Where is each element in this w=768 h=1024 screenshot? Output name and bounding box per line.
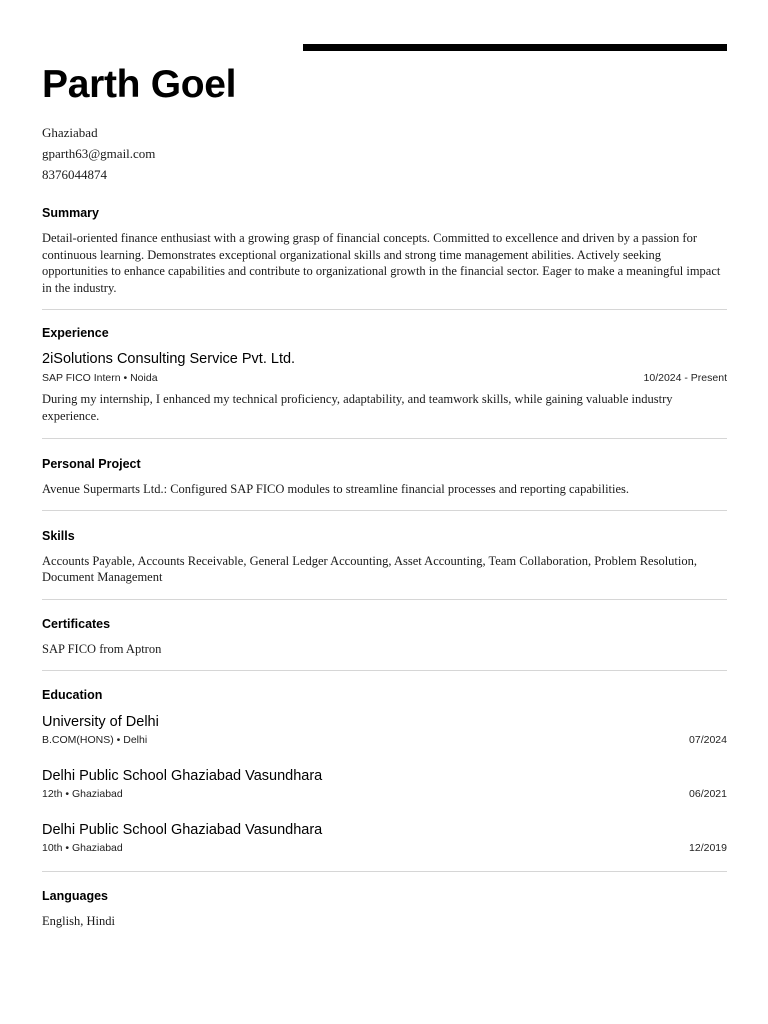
languages-section (42, 888, 727, 930)
certificates-heading: Certificates (42, 616, 111, 631)
experience-heading: Experience (42, 326, 109, 340)
education-date: 06/2021 (689, 788, 727, 800)
education-item (42, 713, 727, 747)
contact-email: gparth63@gmail.com (42, 146, 156, 161)
education-item (42, 821, 727, 855)
summary-text: Detail-oriented finance enthusiast with a growing grasp of financial concepts. Committed to excellence and driven by a passion for continuous learning. Demonstrates exceptional organizational skills and strong time management abilities. Actively seeking opportunities to enhance capabilities and contribute to organizational growth in the financial sector. Eager to make a meaningful impact in the industry. (42, 231, 721, 295)
experience-meta (42, 371, 727, 385)
education-detail: 12th • Ghaziabad (42, 788, 123, 800)
education-meta (42, 733, 727, 747)
education-heading: Education (42, 688, 103, 702)
divider (42, 599, 727, 600)
divider (42, 670, 727, 671)
education-date: 07/2024 (689, 734, 727, 746)
skills-heading: Skills (42, 528, 75, 543)
certificates-text: SAP FICO from Aptron (42, 641, 162, 656)
experience-section (42, 325, 727, 424)
experience-role: SAP FICO Intern • Noida (42, 372, 158, 384)
contact-phone: 8376044874 (42, 167, 107, 182)
project-section (42, 456, 727, 498)
experience-company: 2iSolutions Consulting Service Pvt. Ltd. (42, 351, 296, 367)
summary-heading: Summary (42, 206, 99, 220)
education-meta (42, 787, 727, 801)
divider (42, 510, 727, 511)
education-detail: 10th • Ghaziabad (42, 842, 123, 854)
divider (42, 309, 727, 310)
header-accent-bar (303, 44, 727, 51)
education-section (42, 687, 727, 855)
education-school: Delhi Public School Ghaziabad Vasundhara (42, 768, 323, 784)
project-text: Avenue Supermarts Ltd.: Configured SAP FICO modules to streamline financial processes and reporting capabilities. (42, 482, 630, 496)
education-school: Delhi Public School Ghaziabad Vasundhara (42, 822, 323, 838)
resume-page (42, 62, 727, 930)
education-meta (42, 841, 727, 855)
divider (42, 871, 727, 872)
divider (42, 438, 727, 439)
contact-info (42, 122, 727, 185)
education-date: 12/2019 (689, 842, 727, 854)
skills-section (42, 528, 727, 586)
languages-text: English, Hindi (42, 914, 115, 928)
experience-description: During my internship, I enhanced my technical proficiency, adaptability, and teamwork skills, while gaining valuable industry experience. (42, 392, 673, 423)
education-detail: B.COM(HONS) • Delhi (42, 734, 148, 746)
education-school: University of Delhi (42, 714, 159, 730)
experience-item (42, 350, 727, 424)
project-heading: Personal Project (42, 457, 141, 471)
education-item (42, 767, 727, 801)
summary-section (42, 205, 727, 296)
certificates-section (42, 616, 727, 658)
candidate-name: Parth Goel (42, 63, 237, 106)
skills-text: Accounts Payable, Accounts Receivable, General Ledger Accounting, Asset Accounting, Team Collaboration, Problem Resolution, Document Management (42, 553, 697, 584)
experience-dates: 10/2024 - Present (643, 372, 727, 384)
contact-location: Ghaziabad (42, 125, 98, 140)
languages-heading: Languages (42, 889, 108, 903)
